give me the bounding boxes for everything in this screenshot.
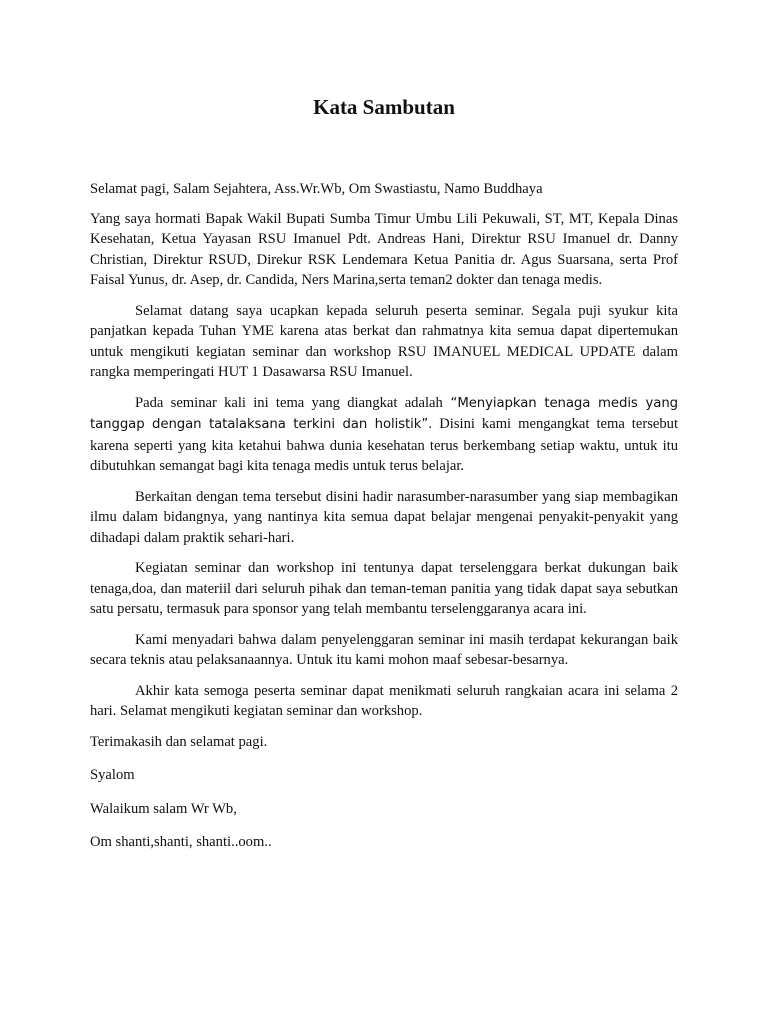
paragraph-final-words: Akhir kata semoga peserta seminar dapat menikmati seluruh rangkaian acara ini selama 2 hari. Selamat mengikuti kegiatan seminar dan workshop.	[90, 682, 678, 719]
theme-explanation-text: Disini kami mengangkat tema tersebut karena seperti yang kita ketahui bahwa dunia kesehatan terus berkembang setiap waktu, untuk itu dibutuhkan semangat bagi kita tenaga medis untuk terus belajar.	[90, 416, 678, 474]
paragraph-theme	[90, 393, 678, 477]
closing-thanks: Terimakasih dan selamat pagi.	[90, 733, 268, 750]
closing-syalom: Syalom	[90, 767, 135, 783]
document-body	[90, 179, 678, 866]
theme-quote: “Menyiapkan tenaga medis yang tanggap dengan tatalaksana terkini dan holistik”.	[90, 395, 678, 432]
paragraph-speakers: Berkaitan dengan tema tersebut disini hadir narasumber-narasumber yang siap membagikan ilmu dalam bidangnya, yang nantinya kita semua dapat belajar mengenai penyakit-penyakit yang dihadapi dalam praktik sehari-hari.	[90, 488, 678, 546]
paragraph-welcome: Selamat datang saya ucapkan kepada seluruh peserta seminar. Segala puji syukur kita panjatkan kepada Tuhan YME karena atas berkat dan rahmatnya kita semua dapat dipertemukan untuk mengikuti kegiatan seminar dan workshop RSU IMANUEL MEDICAL UPDATE dalam rangka memperingati HUT 1 Dasawarsa RSU Imanuel.	[90, 302, 678, 380]
theme-intro-text: Pada seminar kali ini tema yang diangkat adalah	[135, 394, 443, 411]
closing-shanti: Om shanti,shanti, shanti..oom..	[90, 834, 272, 850]
paragraph-honorifics: Yang saya hormati Bapak Wakil Bupati Sumba Timur Umbu Lili Pekuwali, ST, MT, Kepala Dinas Kesehatan, Ketua Yayasan RSU Imanuel Pdt. Andreas Hani, Direktur RSU Imanuel dr. Danny Christian, Direktur RSUD, Direkur RSK Lendemara Ketua Panitia dr. Agus Suarsana, serta Prof Faisal Yunus, dr. Asep, dr. Candida, Ners Marina,serta teman2 dokter dan tenaga medis.	[90, 210, 678, 288]
closing-salam: Walaikum salam Wr Wb,	[90, 800, 237, 817]
paragraph-support: Kegiatan seminar dan workshop ini tentunya dapat terselenggara berkat dukungan baik tenaga,doa, dan materiil dari seluruh pihak dan teman-teman panitia yang tidak dapat saya sebutkan satu persatu, termasuk para sponsor yang telah membantu terselenggaranya acara ini.	[90, 560, 678, 617]
page-title: Kata Sambutan	[313, 95, 455, 119]
greeting-paragraph: Selamat pagi, Salam Sejahtera, Ass.Wr.Wb, Om Swastiastu, Namo Buddhaya	[90, 181, 543, 197]
paragraph-apology: Kami menyadari bahwa dalam penyelenggaran seminar ini masih terdapat kekurangan baik secara teknis atau pelaksanaannya. Untuk itu kami mohon maaf sebesar-besarnya.	[90, 631, 678, 668]
